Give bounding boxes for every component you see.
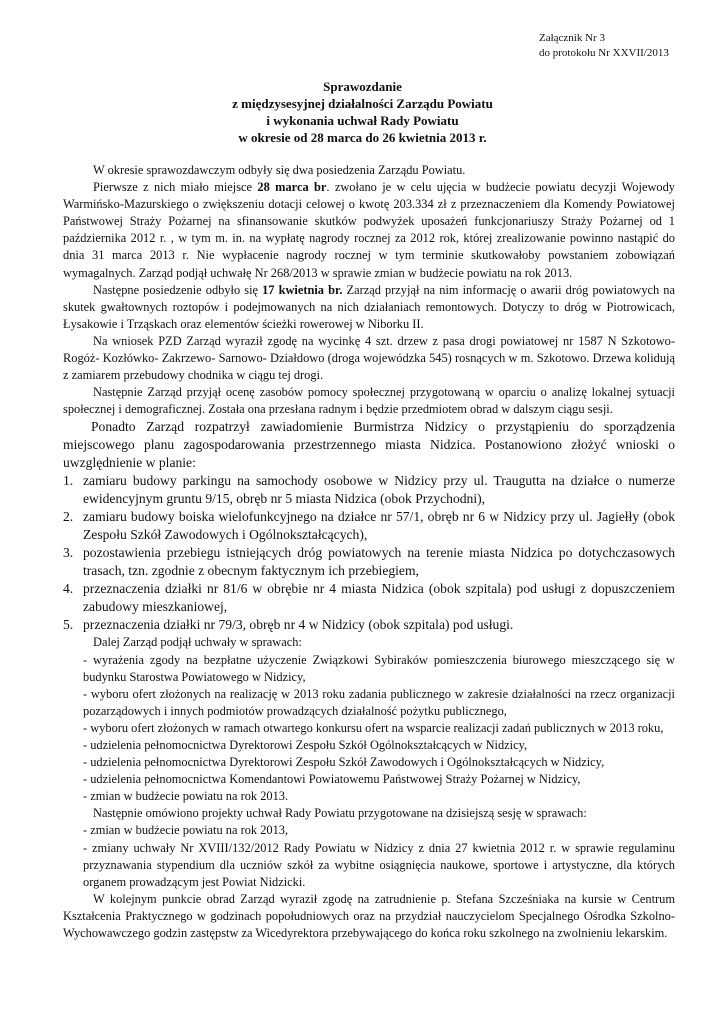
- list-item: [63, 508, 675, 544]
- first-meeting-text-pre: Pierwsze z nich miało miejsce: [93, 180, 258, 195]
- paragraph-tree-felling: Na wniosek PZD Zarząd wyraził zgodę na wycinkę 4 szt. drzew z pasa drogi powiatowej nr 1587 N Szkotowo- Rogóż- Kozłówko- Zakrzewo- Sarnowo- Działdowo (droga wojewódzka 545) rosnących w m. Szkotowo. Drzewa kolidują z zamiarem przebudowy chodnika w ciągu tej drogi.: [63, 333, 675, 383]
- paragraph-draft-resolutions: Następnie omówiono projekty uchwał Rady Powiatu przygotowane na dzisiejszą sesję w sprawach:: [93, 806, 587, 821]
- annex-note: [539, 31, 669, 61]
- paragraph-resolutions-intro: Dalej Zarząd podjął uchwały w sprawach:: [93, 635, 302, 650]
- first-meeting-date: 28 marca br: [257, 180, 327, 195]
- list-item-number: 3.: [63, 545, 74, 561]
- title-line-1: Sprawozdanie: [323, 79, 402, 94]
- draft-resolutions-list: [63, 822, 675, 890]
- report-title: [90, 78, 635, 146]
- paragraph-intro: W okresie sprawozdawczym odbyły się dwa posiedzenia Zarządu Powiatu.: [93, 163, 466, 177]
- list-item-text: przeznaczenia działki nr 81/6 w obrębie nr 4 miasta Nidzica (obok szpitala) pod usługi z dopuszczeniem zabudowy mieszkaniowej,: [83, 581, 675, 615]
- list-item: - zmian w budżecie powiatu na rok 2013.: [83, 789, 289, 804]
- list-item: [63, 616, 675, 634]
- list-item-text: zamiaru budowy parkingu na samochody osobowe w Nidzicy przy ul. Traugutta na działce o numerze ewidencyjnym gruntu 9/15, obręb nr 5 miasta Nidzica (obok Przychodni),: [83, 473, 675, 507]
- paragraph-spatial-plan: Ponadto Zarząd rozpatrzył zawiadomienie Burmistrza Nidzicy o przystąpieniu do sporządzenia miejscowego planu zagospodarowania przestrzennego miasta Nidzica. Postanowiono złożyć wnioski o uwzględnienie w planie:: [63, 419, 675, 471]
- list-item-number: 1.: [63, 473, 74, 489]
- plan-proposals-list: [63, 472, 675, 634]
- paragraph-second-meeting: [63, 282, 675, 333]
- list-item-text: zamiaru budowy boiska wielofunkcyjnego na działce nr 57/1, obręb nr 6 w Nidzicy przy ul. Jagiełły (obok Zespołu Szkół Zawodowych i Ogólnokształcących),: [83, 509, 675, 543]
- list-item: - udzielenia pełnomocnictwa Komendantowi Powiatowemu Państwowej Straży Pożarnej w Nidzicy,: [83, 772, 581, 787]
- annex-line-2: do protokołu Nr XXVII/2013: [539, 47, 669, 59]
- annex-line-1: Załącznik Nr 3: [539, 32, 605, 44]
- first-meeting-text-post: . zwołano je w celu ujęcia w budżecie powiatu decyzji Wojewody Warmińsko-Mazurskiego o zwiększeniu dotacji celowej o kwotę 203.334 zł z przeznaczeniem dla Komendy Powiatowej Państwowej Straży Pożarnej na sfinansowanie skutków podwyżek uposażeń funkcjonariuszy Straży Pożarnej od 1 października 2012 r. , w tym m. in. na wypłatę nagrody rocznej za 2012 rok, której zrealizowanie powinno nastąpić do dnia 31 marca 2013 r. Nie wypłacenie nagrody rocznej w tym terminie skutkowałoby powstaniem zobowiązań wymagalnych. Zarząd podjął uchwałę Nr 268/2013 w sprawie zmian w budżecie powiatu na rok 2013.: [63, 180, 675, 280]
- paragraph-staffing: W kolejnym punkcie obrad Zarząd wyraził zgodę na zatrudnienie p. Stefana Szcześniaka na kursie w Centrum Kształcenia Praktycznego w godzinach popołudniowych oraz na przydział nauczycielom Specjalnego Ośrodka Szkolno-Wychowawczego godzin zastępstw za Wicedyrektora przebywającego do końca roku szkolnego na zwolnieniu lekarskim.: [63, 891, 675, 940]
- list-item-number: 4.: [63, 581, 74, 597]
- resolutions-list: [63, 652, 675, 806]
- list-item: [63, 580, 675, 616]
- list-item: - udzielenia pełnomocnictwa Dyrektorowi Zespołu Szkół Zawodowych i Ogólnokształcących w Nidzicy,: [83, 755, 605, 770]
- list-item: [63, 472, 675, 508]
- list-item-text: przeznaczenia działki nr 79/3, obręb nr 4 w Nidzicy (obok szpitala) pod usługi.: [83, 617, 514, 633]
- list-item: - wyrażenia zgody na bezpłatne użyczenie Związkowi Sybiraków pomieszczenia biurowego mieszczącego się w budynku Starostwa Powiatowego w Nidzicy,: [83, 652, 675, 684]
- second-meeting-text-pre: Następne posiedzenie odbyło się: [93, 282, 263, 297]
- list-item: - wyboru ofert złożonych w ramach otwartego konkursu ofert na wsparcie realizacji zadań publicznych w 2013 roku,: [83, 720, 664, 735]
- list-item: - zmian w budżecie powiatu na rok 2013,: [83, 823, 289, 838]
- list-item: - zmiany uchwały Nr XVIII/132/2012 Rady Powiatu w Nidzicy z dnia 27 kwietnia 2012 r. w sprawie regulaminu przyznawania stypendium dla uczniów szkół za wybitne osiągnięcia naukowe, sportowe i artystyczne, dla których organem prowadzącym jest Powiat Nidzicki.: [83, 840, 675, 889]
- list-item: [63, 544, 675, 580]
- list-item-text: pozostawienia przebiegu istniejących dróg powiatowych na terenie miasta Nidzica po dotychczasowych trasach, tzn. zgodnie z obecnym faktycznym ich przebiegiem,: [83, 545, 675, 579]
- title-line-3: i wykonania uchwał Rady Powiatu: [266, 113, 459, 128]
- paragraph-first-meeting: [63, 179, 675, 282]
- title-line-4: w okresie od 28 marca do 26 kwietnia 2013 r.: [238, 130, 487, 145]
- title-line-2: z międzysesyjnej działalności Zarządu Powiatu: [232, 96, 493, 111]
- list-item-number: 5.: [63, 617, 74, 633]
- second-meeting-date: 17 kwietnia br.: [262, 282, 343, 297]
- list-item-number: 2.: [63, 509, 74, 525]
- second-meeting-text-post: Zarząd przyjął na nim informację o awarii dróg powiatowych na skutek gwałtownych roztopów i podejmowanych na nich działaniach remontowych. Dotyczy to dróg w Piotrowicach, Łysakowie i Trząskach oraz elementów ścieżki rowerowej w Niborku II.: [63, 282, 675, 331]
- paragraph-social-assessment: Następnie Zarząd przyjął ocenę zasobów pomocy społecznej przygotowaną w oparciu o analizę lokalnej sytuacji społecznej i demograficznej. Została ona przesłana radnym i będzie przedmiotem obrad w dalszym ciągu sesji.: [63, 385, 675, 417]
- list-item: - udzielenia pełnomocnictwa Dyrektorowi Zespołu Szkół Ogólnokształcących w Nidzicy,: [83, 737, 528, 752]
- list-item: - wyboru ofert złożonych na realizację w 2013 roku zadania publicznego w zakresie działalności na rzecz organizacji pozarządowych i innych podmiotów prowadzących działalność pożytku publicznego,: [83, 686, 675, 718]
- report-body: [63, 162, 675, 942]
